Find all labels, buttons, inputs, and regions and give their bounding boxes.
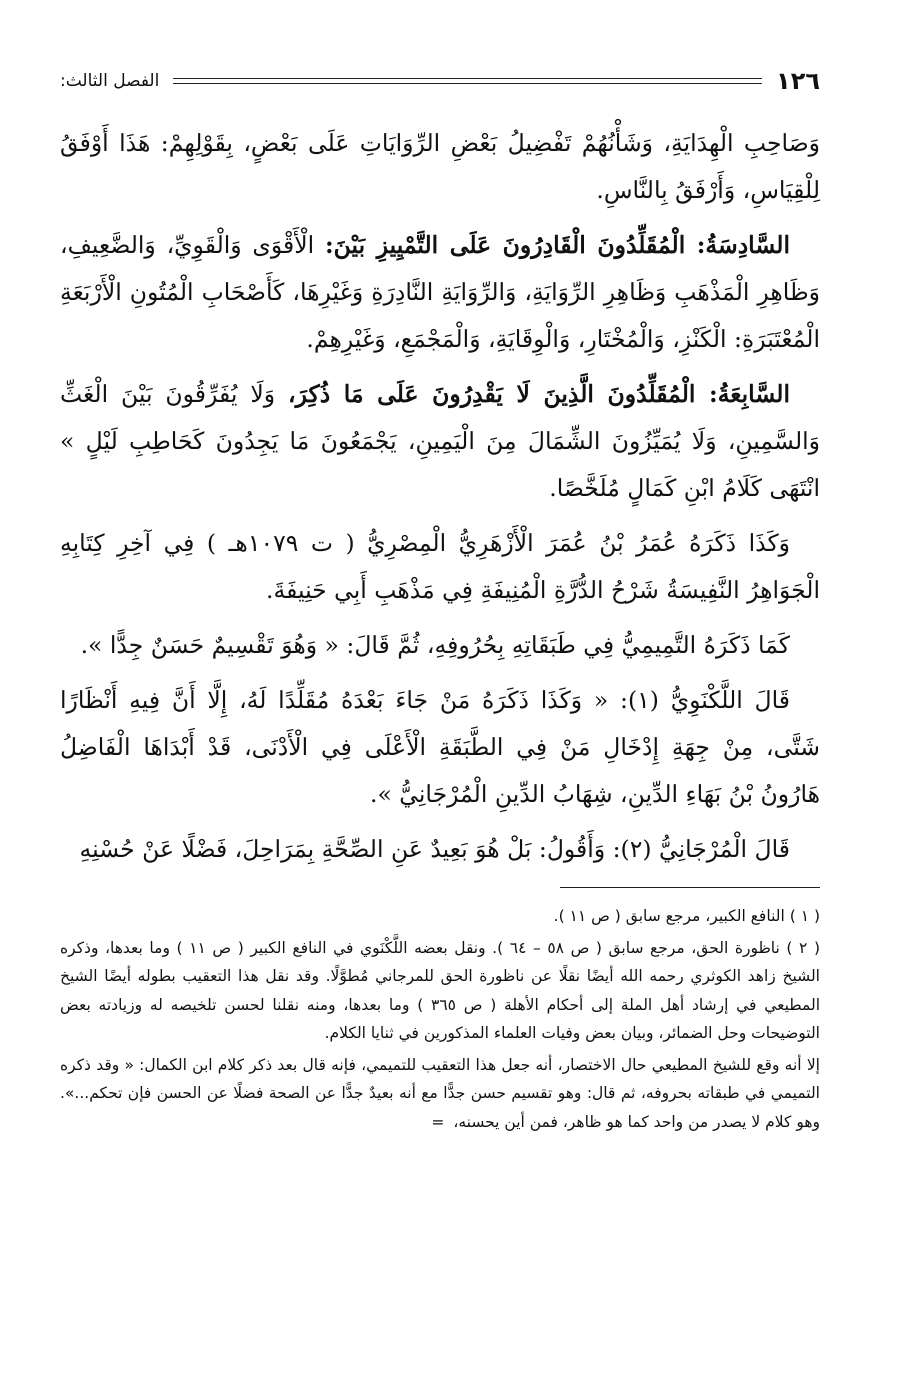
header-rule xyxy=(173,78,762,84)
level-heading-seventh: السَّابِعَةُ: الْمُقَلِّدُونَ الَّذِينَ لَا يَقْدِرُونَ عَلَى مَا ذُكِرَ، xyxy=(288,380,790,408)
paragraph: وَصَاحِبِ الْهِدَايَةِ، وَشَأْنُهُمْ تَفْضِيلُ بَعْضِ الرِّوَايَاتِ عَلَى بَعْضٍ، بِقَوْلِهِمْ: هَذَا أَوْفَقُ لِلْقِيَاسِ، وَأَرْفَقُ بِالنَّاسِ. xyxy=(60,129,820,204)
paragraph: قَالَ الْمُرْجَانِيُّ (٢): وَأَقُولُ: بَلْ هُوَ بَعِيدٌ عَنِ الصِّحَّةِ بِمَرَاحِلَ، فَضْلًا عَنْ حُسْنِهِ xyxy=(79,835,790,863)
footnote-text: إلا أنه وقع للشيخ المطيعي حال الاختصار، أنه جعل هذا التعقيب للتميمي، فإنه قال بعد ذكر كلام ابن الكمال: « وقد ذكره التميمي في طبقاته بحروفه، ثم قال: وهو تقسيم حسن جدًّا مع أنه بعيدٌ جدًّا عن الصحة فضلًا عن الحسن فإن تحكم...». وهو كلام لا يصدر من واحد كما هو ظاهر، فمن أين يحسنه، xyxy=(60,1055,820,1131)
main-text xyxy=(60,120,820,873)
footnote-1: ( ١ ) النافع الكبير، مرجع سابق ( ص ١١ ). xyxy=(553,907,820,925)
footnote-2-continued xyxy=(60,1051,820,1137)
paragraph-body: الْأَقْوَى وَالْقَوِيِّ، وَالضَّعِيفِ، وَظَاهِرِ الْمَذْهَبِ وَظَاهِرِ الرِّوَايَةِ، وَالرِّوَايَةِ النَّادِرَةِ وَغَيْرِهَا، كَأَصْحَابِ الْمُتُونِ الْأَرْبَعَةِ الْمُعْتَبَرَةِ: الْكَنْزِ، وَالْمُخْتَارِ، وَالْوِقَايَةِ، وَالْمَجْمَعِ، وَغَيْرِهِمْ. xyxy=(60,231,820,353)
running-header xyxy=(60,64,820,98)
footnote-separator xyxy=(560,887,820,888)
footnote-2: ( ٢ ) ناظورة الحق، مرجع سابق ( ص ٥٨ – ٦٤ ). ونقل بعضه اللَّكْنَوي في النافع الكبير ( ص ١١ ) وما بعدها، وذكره الشيخ زاهد الكوثري رحمه الله أيضًا نقلًا عن ناظورة الحق للمرجاني مُطوَّلًا. وقد نقل هذا التعقيب بطوله أيضًا الشيخ المطيعي في إرشاد أهل الملة إلى أحكام الأهلة ( ص ٣٦٥ ) وما بعدها، ومنه نقلنا لحسن تلخيصه له وزيادته بعض التوضيحات وحل الضمائر، وبيان بعض وفيات العلماء المذكورين في ثنايا الكلام. xyxy=(60,938,821,1042)
paragraph: كَمَا ذَكَرَهُ التَّمِيمِيُّ فِي طَبَقَاتِهِ بِحُرُوفِهِ، ثُمَّ قَالَ: « وَهُوَ تَقْسِيمٌ حَسَنٌ جِدًّا ». xyxy=(80,631,790,659)
paragraph: وَكَذَا ذَكَرَهُ عُمَرُ بْنُ عُمَرَ الْأَزْهَرِيُّ الْمِصْرِيُّ ( ت ١٠٧٩هـ ) فِي آخِرِ كِتَابِهِ الْجَوَاهِرُ النَّفِيسَةُ شَرْحُ الدُّرَّةِ الْمُنِيفَةِ فِي مَذْهَبِ أَبِي حَنِيفَةَ. xyxy=(60,529,820,604)
paragraph: قَالَ اللَّكْنَوِيُّ (١): « وَكَذَا ذَكَرَهُ مَنْ جَاءَ بَعْدَهُ مُقَلِّدًا لَهُ، إِلَّا أَنَّ فِيهِ أَنْظَارًا شَتَّى، مِنْ جِهَةِ إِدْخَالِ مَنْ فِي الطَّبَقَةِ الْأَعْلَى فِي الْأَدْنَى، قَدْ أَبْدَاهَا الْفَاضِلُ هَارُونُ بْنُ بَهَاءِ الدِّينِ، شِهَابُ الدِّينِ الْمُرْجَانِيُّ ». xyxy=(60,686,820,808)
continuation-mark: = xyxy=(431,1112,445,1131)
paragraph xyxy=(60,371,820,512)
book-page xyxy=(60,64,820,1139)
footnotes xyxy=(60,902,820,1136)
chapter-title: الفصل الثالث: xyxy=(60,71,160,91)
level-heading-sixth: السَّادِسَةُ: الْمُقَلِّدُونَ الْقَادِرُونَ عَلَى التَّمْيِيزِ بَيْنَ: xyxy=(324,231,790,259)
paragraph-body: وَلَا يُفَرِّقُونَ بَيْنَ الْغَثِّ وَالسَّمِينِ، وَلَا يُمَيِّزُونَ الشِّمَالَ مِنَ الْيَمِينِ، يَجْمَعُونَ مَا يَجِدُونَ كَحَاطِبِ لَيْلٍ » انْتَهَى كَلَامُ ابْنِ كَمَالٍ مُلَخَّصًا. xyxy=(60,380,820,502)
page-number: ١٢٦ xyxy=(776,67,820,95)
paragraph xyxy=(60,222,820,363)
